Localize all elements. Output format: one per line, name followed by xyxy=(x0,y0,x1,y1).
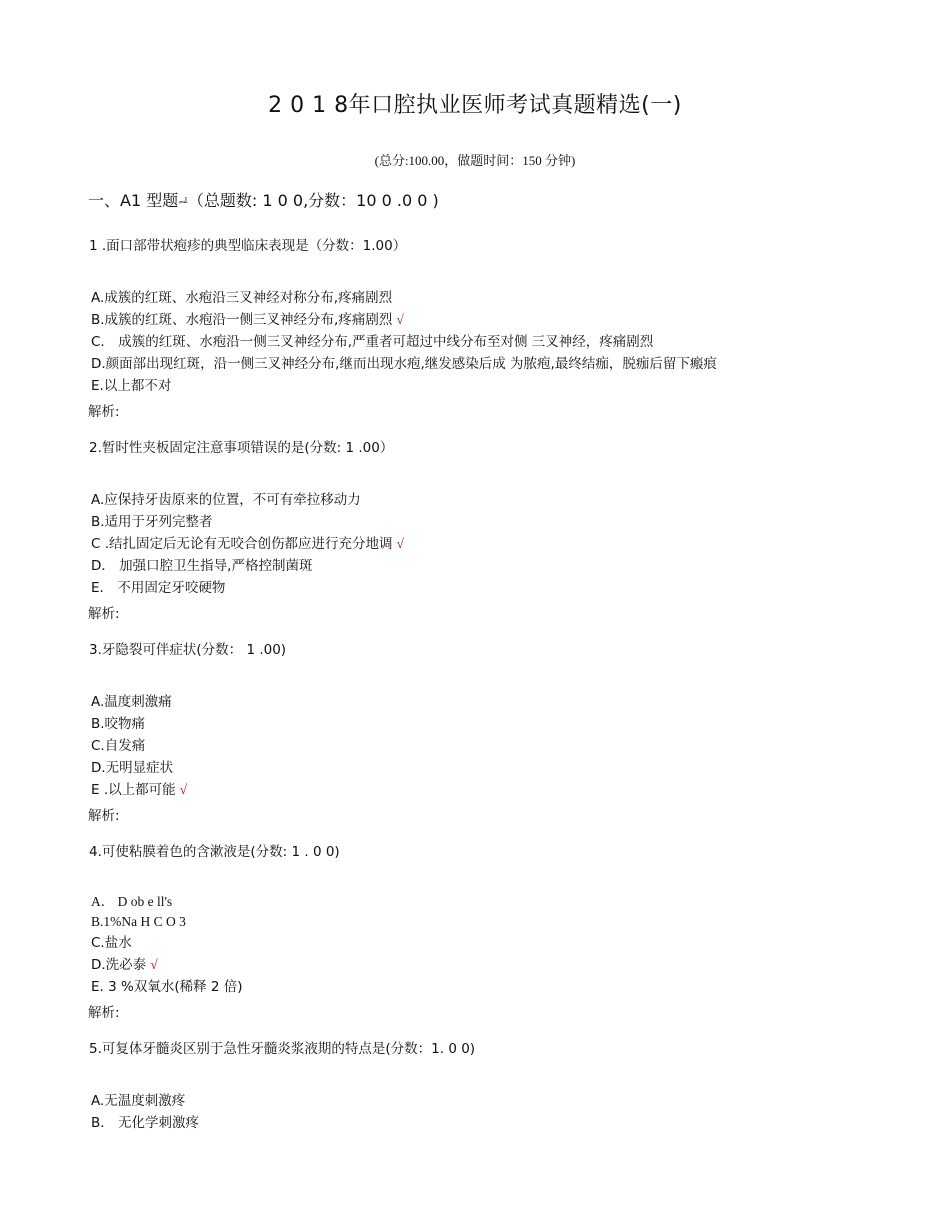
option-2c: C .结扎固定后无论有无咬合创伤都应进行充分地调 √ xyxy=(91,536,404,552)
question-title: 3.牙隐裂可伴症状(分数： 1 .00) xyxy=(89,642,287,658)
option-1e: E.以上都不对 xyxy=(91,378,172,394)
option-3c: C.自发痛 xyxy=(91,738,146,754)
option-3e: E .以上都可能 √ xyxy=(91,782,188,798)
analysis-label-4: 解析: xyxy=(88,1005,120,1021)
correct-mark: √ xyxy=(396,536,404,551)
page-title: 2 0 1 8年口腔执业医师考试真题精选(一) xyxy=(268,93,682,118)
option-1b: B.成簇的红斑、水疱沿一侧三叉神经分布,疼痛剧烈 √ xyxy=(91,312,404,328)
analysis-label-3: 解析: xyxy=(88,808,120,824)
option-5b: B． 无化学刺激疼 xyxy=(91,1115,200,1131)
option-3b: B.咬物痛 xyxy=(91,716,146,732)
correct-mark: √ xyxy=(179,782,188,797)
option-2d: D． 加强口腔卫生指导,严格控制菌斑 xyxy=(91,558,313,574)
section-info: （总题数: 1 0 0,分数：10 0 .0 0 ) xyxy=(187,191,439,210)
option-2a: A.应保持牙齿原来的位置，不可有牵拉移动力 xyxy=(91,492,361,508)
correct-mark: √ xyxy=(396,312,404,327)
question-title: 4.可使粘膜着色的含漱液是(分数: 1 . 0 0) xyxy=(89,844,340,860)
option-2b: B.适用于牙列完整者 xyxy=(91,514,213,530)
section-mark: ᆋ xyxy=(178,198,188,209)
exam-info: (总分:100.00，做题时间：150 分钟) xyxy=(374,153,576,168)
option-3a: A.温度刺激痛 xyxy=(91,694,172,710)
analysis-label-2: 解析: xyxy=(88,606,120,622)
option-1d: D.颜面部出现红斑，沿一侧三叉神经分布,继而出现水疱,继发感染后成 为脓疱,最终结痂，脱痂后留下瘢痕 xyxy=(91,356,717,372)
option-4d: D.洗必泰 √ xyxy=(91,957,158,973)
analysis-label-1: 解析: xyxy=(88,404,120,420)
correct-mark: √ xyxy=(150,957,158,972)
option-1a: A.成簇的红斑、水疱沿三叉神经对称分布,疼痛剧烈 xyxy=(91,290,393,306)
option-1c: C． 成簇的红斑、水疱沿一侧三叉神经分布,严重者可超过中线分布至对侧 三叉神经，疼痛剧烈 xyxy=(91,334,654,350)
option-4b: B.1%Na H C O 3 xyxy=(91,914,186,929)
option-3d: D.无明显症状 xyxy=(91,760,174,776)
question-title: 1 .面口部带状疱疹的典型临床表现是（分数：1.00） xyxy=(89,238,407,254)
option-4c: C.盐水 xyxy=(91,935,132,951)
option-2e: E． 不用固定牙咬硬物 xyxy=(91,580,226,596)
question-title: 5.可复体牙髓炎区别于急性牙髓炎浆液期的特点是(分数：1. 0 0) xyxy=(89,1041,476,1057)
section-heading xyxy=(88,188,439,211)
question-title: 2.暂时性夹板固定注意事项错误的是(分数: 1 .00） xyxy=(89,440,394,456)
option-4e: E. 3 %双氧水(稀释 2 倍) xyxy=(91,979,243,995)
option-5a: A.无温度刺激疼 xyxy=(91,1093,186,1109)
section-label: 一、A1 型题 xyxy=(88,191,179,210)
option-4a: A． D ob e ll's xyxy=(91,894,173,909)
